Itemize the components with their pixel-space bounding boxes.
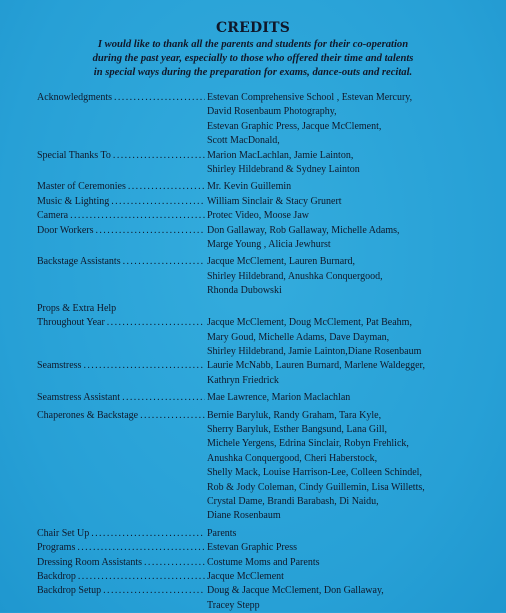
credit-row <box>37 541 497 555</box>
credit-name-line: Rob & Jody Coleman, Cindy Guillemin, Lisa Willetts, <box>207 481 425 493</box>
credit-role-label: Backstage Assistants <box>37 256 121 268</box>
credit-role <box>37 316 205 359</box>
credit-names <box>205 224 497 253</box>
credit-name-line: Doug & Jacque McClement, Don Gallaway, <box>207 585 384 597</box>
credit-names <box>205 316 497 359</box>
credit-row <box>37 584 497 613</box>
credit-name-line: Shirley Hildebrand, Anushka Conquergood, <box>207 270 383 282</box>
credit-name-line: Diane Rosenbaum <box>207 510 281 522</box>
credit-names <box>205 556 497 570</box>
credit-role-label: Seamstress Assistant <box>37 392 121 404</box>
credit-name-line: Jacque McClement <box>207 571 284 582</box>
credit-names <box>205 527 497 541</box>
credit-name-line: Estevan Graphic Press <box>207 542 297 554</box>
dot-leader <box>122 391 205 405</box>
credit-role <box>37 195 205 209</box>
dot-leader <box>83 359 205 388</box>
dot-leader <box>78 570 205 584</box>
credit-name-line: Mary Goud, Michelle Adams, Dave Dayman, <box>207 331 390 343</box>
credit-row <box>37 409 497 524</box>
credit-name-line: Jacque McClement, Doug McClement, Pat Beahm, <box>207 317 412 329</box>
credit-role-label: Acknowledgments <box>37 92 112 103</box>
credit-role-label: Master of Ceremonies <box>37 181 126 193</box>
credit-role <box>37 391 205 405</box>
credit-name-line: Estevan Graphic Press, Jacque McClement, <box>207 120 382 132</box>
credit-role <box>37 584 205 613</box>
credit-role-label: Throughout Year <box>37 317 105 329</box>
credit-role <box>37 255 205 298</box>
credit-name-line: Mr. Kevin Guillemin <box>207 181 292 193</box>
credit-names <box>205 180 497 194</box>
credit-names <box>205 359 497 388</box>
credit-role-label: Props & Extra Help <box>37 302 117 314</box>
credit-row <box>37 255 497 298</box>
credit-name-line: Marion MacLachlan, Jamie Lainton, <box>207 149 354 161</box>
dot-leader <box>113 149 205 178</box>
credit-role-label: Backdrop <box>37 571 76 582</box>
credit-row <box>37 195 497 209</box>
credit-names <box>205 255 497 298</box>
credit-role-label: Music & Lighting <box>37 195 110 207</box>
credit-name-line: Parents <box>207 527 237 539</box>
credit-name-line: Marge Young , Alicia Jewhurst <box>207 239 331 251</box>
credit-names <box>205 391 497 405</box>
credit-role-label: Backdrop Setup <box>37 585 102 597</box>
dot-leader <box>70 209 205 223</box>
credit-row <box>37 556 497 570</box>
credit-role <box>37 359 205 388</box>
credit-names <box>205 409 497 524</box>
credits-list <box>37 91 497 613</box>
credit-role <box>37 527 205 541</box>
credit-role <box>37 91 205 149</box>
dot-leader <box>123 255 205 298</box>
intro-line: during the past year, especially to those who offered their time and talents <box>92 53 414 64</box>
credit-role <box>37 209 205 223</box>
credit-role <box>37 541 205 555</box>
credit-name-line: Jacque McClement, Lauren Burnard, <box>207 256 356 268</box>
credit-name-line: Sherry Baryluk, Esther Bangsund, Lana Gill, <box>207 423 387 435</box>
dot-leader <box>111 195 205 209</box>
credit-row <box>37 209 497 223</box>
credit-name-line: Michele Yergens, Edrina Sinclair, Robyn Frehlick, <box>207 438 409 450</box>
credit-name-line: Crystal Dame, Brandi Barabash, Di Naidu, <box>207 495 379 507</box>
credit-row <box>37 391 497 405</box>
credit-role-label: Seamstress <box>37 360 82 372</box>
credit-role <box>37 149 205 178</box>
credit-row <box>37 224 497 253</box>
credit-name-line: Protec Video, Moose Jaw <box>207 210 309 222</box>
credit-name-line: Anushka Conquergood, Cheri Haberstock, <box>207 452 378 464</box>
credit-names <box>205 570 497 584</box>
credit-name-line: Rhonda Dubowski <box>207 285 282 297</box>
intro-line: I would like to thank all the parents and students for their co-operation <box>97 39 409 50</box>
credit-role-label: Chair Set Up <box>37 527 90 539</box>
credit-name-line: William Sinclair & Stacy Grunert <box>207 195 342 207</box>
credit-role <box>37 180 205 194</box>
credit-row <box>37 91 497 149</box>
dot-leader <box>96 224 206 253</box>
credit-name-line: Shelly Mack, Louise Harrison-Lee, Colleen Schindel, <box>207 467 422 479</box>
credit-row <box>37 180 497 194</box>
credit-name-line: Costume Moms and Parents <box>207 556 320 568</box>
credit-name-line: Shirley Hildebrand, Jamie Lainton,Diane Rosenbaum <box>207 345 422 357</box>
credit-names <box>205 541 497 555</box>
credit-names <box>205 91 497 149</box>
credit-role-label: Door Workers <box>37 224 94 236</box>
credit-role <box>37 570 205 584</box>
credit-name-line: Don Gallaway, Rob Gallaway, Michelle Adams, <box>207 224 400 236</box>
credit-role <box>37 409 205 524</box>
credit-name-line: David Rosenbaum Photography, <box>207 106 337 118</box>
credit-role <box>37 556 205 570</box>
dot-leader <box>77 541 205 555</box>
credit-row <box>37 527 497 541</box>
credit-name-line: Bernie Baryluk, Randy Graham, Tara Kyle, <box>207 409 382 421</box>
credit-names <box>205 195 497 209</box>
credit-name-line: Estevan Comprehensive School , Estevan Mercury, <box>207 92 413 103</box>
dot-leader <box>91 527 205 541</box>
dot-leader <box>144 556 205 570</box>
credit-name-line: Laurie McNabb, Lauren Burnard, Marlene Waldegger, <box>207 360 425 372</box>
credit-role <box>37 224 205 253</box>
credit-row <box>37 149 497 178</box>
credit-names <box>205 302 497 316</box>
credit-role-label: Dressing Room Assistants <box>37 556 143 568</box>
credit-role-label: Camera <box>37 210 69 222</box>
credit-names <box>205 584 497 613</box>
credit-row <box>37 359 497 388</box>
credit-name-line: Shirley Hildebrand & Sydney Lainton <box>207 164 360 176</box>
credit-role-label: Programs <box>37 542 76 554</box>
credit-name-line: Scott MacDonald, <box>207 135 280 147</box>
intro-line: in special ways during the preparation for exams, dance-outs and recital. <box>93 67 413 78</box>
credit-row <box>37 316 497 359</box>
credit-name-line: Mae Lawrence, Marion Maclachlan <box>207 392 351 404</box>
intro-paragraph <box>20 38 486 80</box>
page-title: CREDITS <box>215 20 291 36</box>
credit-role <box>37 302 205 316</box>
credit-row <box>37 302 497 316</box>
credit-role-label: Special Thanks To <box>37 149 111 161</box>
credit-name-line: Tracey Stepp <box>207 599 260 611</box>
dot-leader <box>107 316 205 359</box>
credit-row <box>37 570 497 584</box>
dot-leader <box>103 584 205 613</box>
dot-leader <box>128 180 205 194</box>
dot-leader <box>140 409 205 524</box>
credit-role-label: Chaperones & Backstage <box>37 409 139 421</box>
credit-names <box>205 149 497 178</box>
credit-names <box>205 209 497 223</box>
dot-leader <box>114 91 205 149</box>
credit-name-line: Kathryn Friedrick <box>207 374 279 386</box>
